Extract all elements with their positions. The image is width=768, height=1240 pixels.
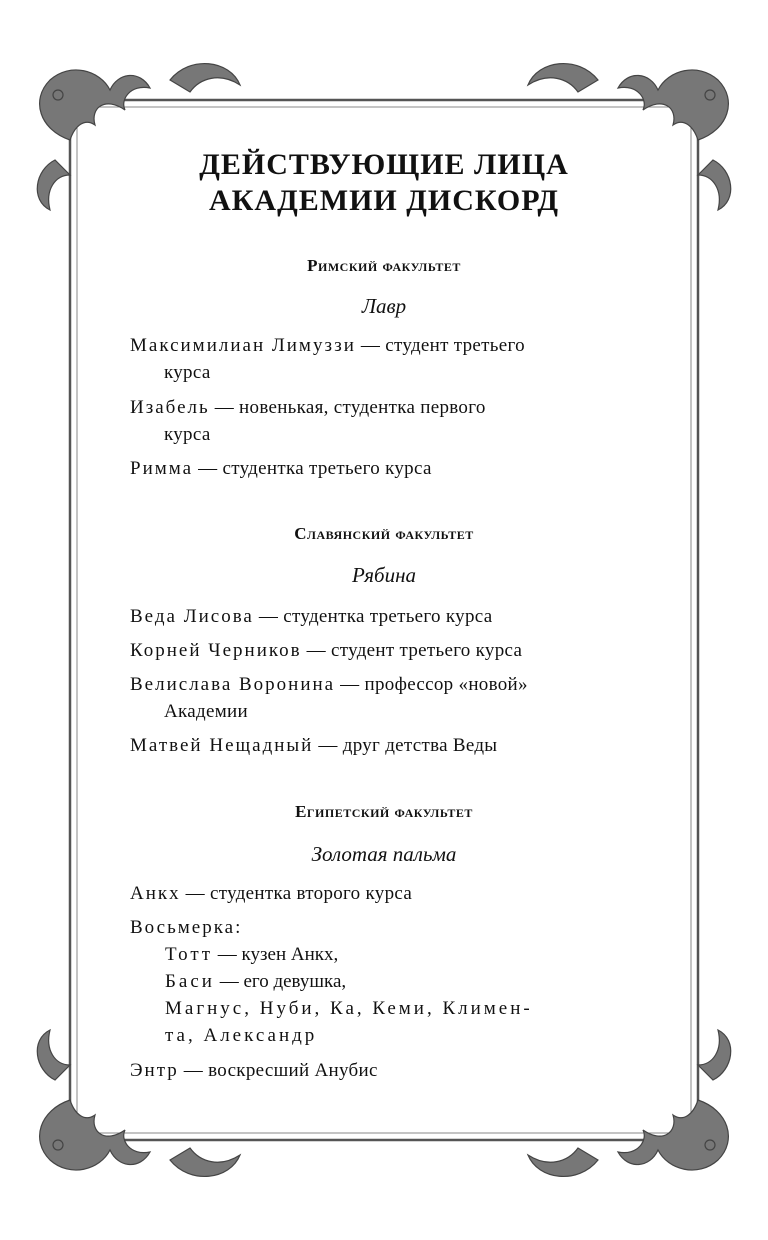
character-name: Римма xyxy=(130,458,194,479)
character-entry xyxy=(130,603,590,630)
character-desc: — воскресший Анубис xyxy=(178,1060,378,1081)
member-desc: — его девушка, xyxy=(214,971,347,992)
character-desc-cont: курса xyxy=(164,424,211,445)
member-name: Тотт xyxy=(165,944,214,965)
group-member xyxy=(165,968,590,995)
group-member xyxy=(165,941,590,968)
section-heading-slavic: Славянский факультет xyxy=(294,524,474,543)
character-name: Максимилиан Лимуззи xyxy=(130,335,356,356)
character-desc-cont: курса xyxy=(164,362,211,383)
group-member xyxy=(165,1022,590,1049)
character-desc-cont: Академии xyxy=(164,701,248,722)
character-entry xyxy=(130,732,590,759)
group-member xyxy=(165,995,590,1022)
character-name: Матвей Нещадный xyxy=(130,735,314,756)
character-entry xyxy=(130,671,590,725)
character-desc: — профессор «новой» xyxy=(335,674,528,695)
character-entry xyxy=(130,332,590,386)
character-entry xyxy=(130,880,590,907)
character-name: Корней Черников xyxy=(130,640,302,661)
member-name: та, Александр xyxy=(165,1025,318,1046)
section-emblem-roman: Лавр xyxy=(361,294,407,318)
character-desc: — студентка третьего курса xyxy=(193,458,432,479)
section-emblem-slavic: Рябина xyxy=(351,563,417,587)
section-emblem-egyptian: Золотая пальма xyxy=(311,842,457,866)
section-heading-roman: Римский факультет xyxy=(307,256,461,275)
character-desc: — друг детства Веды xyxy=(313,735,498,756)
character-entry xyxy=(130,394,590,448)
character-name: Велислава Воронина xyxy=(130,674,336,695)
character-entry xyxy=(130,1057,590,1084)
character-name: Анкх xyxy=(130,883,181,904)
group-label xyxy=(130,914,590,941)
character-desc: — новенькая, студентка первого xyxy=(209,397,486,418)
character-entry xyxy=(130,637,590,664)
group-name: Восьмерка: xyxy=(130,917,243,938)
section-heading-egyptian: Египетский факультет xyxy=(295,802,473,821)
character-desc: — студентка второго курса xyxy=(180,883,413,904)
character-entry xyxy=(130,455,590,482)
character-name: Изабель xyxy=(130,397,210,418)
member-name: Баси xyxy=(165,971,215,992)
character-name: Энтр xyxy=(130,1060,179,1081)
character-desc: — студент третьего xyxy=(355,335,525,356)
character-name: Веда Лисова xyxy=(130,606,254,627)
page-title-line1: ДЕЙСТВУЮЩИЕ ЛИЦА xyxy=(199,148,569,181)
member-desc: — кузен Анкх, xyxy=(213,944,339,965)
character-desc: — студентка третьего курса xyxy=(253,606,493,627)
character-desc: — студент третьего курса xyxy=(301,640,523,661)
member-name: Магнус, Нуби, Ка, Кеми, Климен- xyxy=(165,998,533,1019)
page-title-line2: АКАДЕМИИ ДИСКОРД xyxy=(209,184,559,217)
